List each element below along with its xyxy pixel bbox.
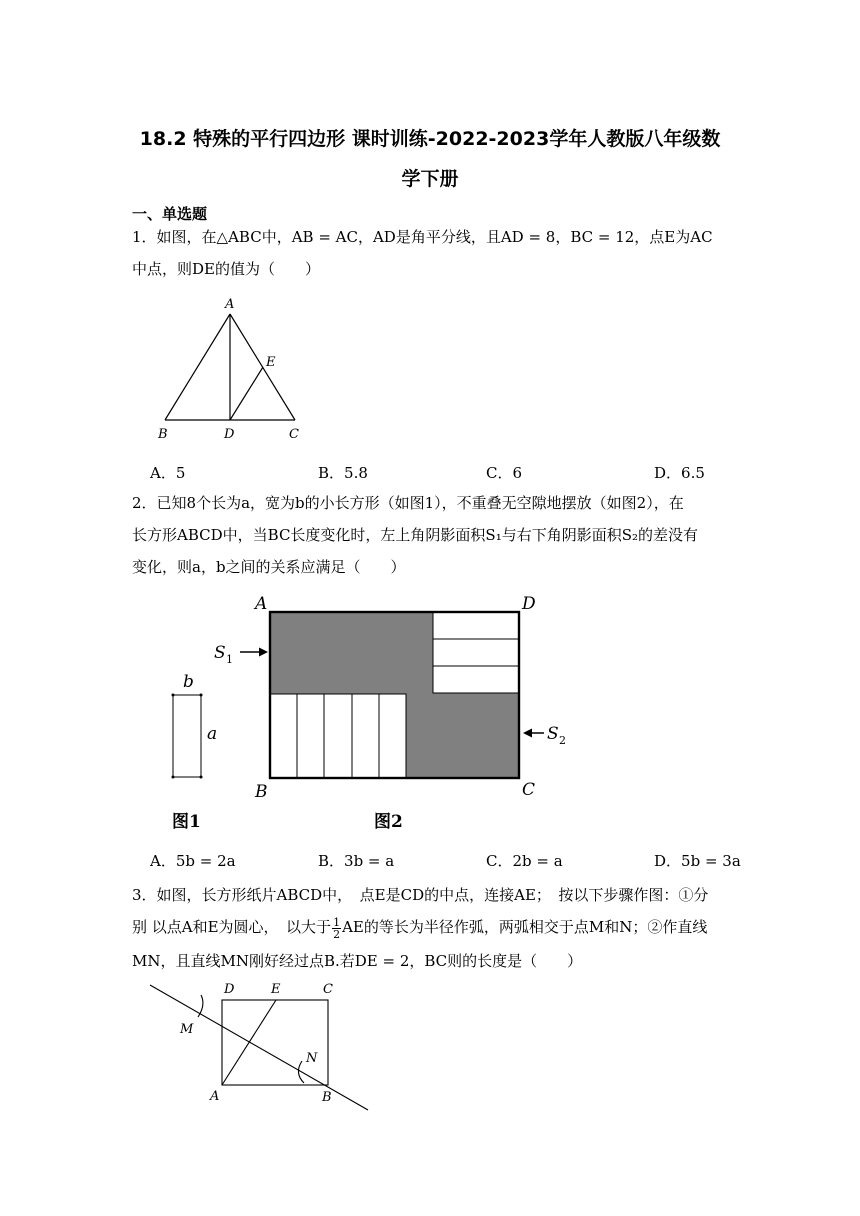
q3-label-A: A: [210, 1089, 220, 1104]
q2-option-c: C．2b = a: [486, 852, 563, 870]
q2-text-line3: 变化，则a，b之间的关系应满足（ ）: [132, 558, 406, 576]
q3-fraction: [332, 917, 341, 940]
q2-label-S1: S: [214, 643, 226, 663]
q2-rectangles-figure: [160, 585, 580, 840]
q1-label-C: C: [289, 427, 299, 442]
q2-option-b: B．3b = a: [318, 852, 395, 870]
q3-fraction-numerator: 1: [333, 915, 341, 929]
q3-label-B: B: [322, 1090, 332, 1105]
q2-label-S2-sub: 2: [559, 734, 566, 747]
page-title-line1: 18.2 特殊的平行四边形 课时训练-2022-2023学年人教版八年级数: [139, 128, 721, 150]
q3-label-E: E: [271, 982, 281, 997]
q3-text-line2-part2: AE的等长为半径作弧，两弧相交于点M和N；②作直线: [342, 918, 708, 936]
q2-option-a: A．5b = 2a: [150, 852, 236, 870]
q3-label-C: C: [323, 982, 333, 997]
q3-text-line1: 3．如图，长方形纸片ABCD中， 点E是CD的中点，连接AE； 按以下步骤作图：①分: [132, 886, 709, 904]
q1-option-a: A．5: [150, 464, 186, 482]
q2-text-line1: 2．已知8个长为a，宽为b的小长方形（如图1），不重叠无空隙地摆放（如图2），在: [132, 494, 684, 512]
q3-label-D: D: [224, 982, 235, 997]
q3-fraction-denominator: 2: [333, 927, 341, 941]
q2-option-d: D．5b = 3a: [654, 852, 741, 870]
q2-label-B: B: [255, 782, 268, 802]
q3-text-line3: MN，且直线MN刚好经过点B.若DE = 2，BC则的长度是（ ）: [132, 952, 583, 970]
q3-text-line2-part1: 别 以点A和E为圆心， 以大于: [132, 918, 332, 936]
q2-label-A: A: [255, 594, 268, 614]
q1-label-E: E: [266, 355, 276, 370]
q2-label-S1-sub: 1: [226, 653, 233, 666]
q2-text-line2: 长方形ABCD中，当BC长度变化时，左上角阴影面积S₁与右下角阴影面积S₂的差没有: [132, 526, 698, 544]
q1-label-B: B: [158, 427, 168, 442]
q3-text-line2: [132, 916, 707, 940]
q3-label-N: N: [306, 1051, 318, 1066]
q2-label-C: C: [522, 780, 536, 800]
q1-label-A: A: [225, 297, 235, 312]
q1-label-D: D: [224, 427, 235, 442]
q1-triangle-figure: [150, 292, 320, 447]
q1-option-b: B．5.8: [318, 464, 368, 482]
page-title-line2: 学下册: [401, 168, 459, 190]
q1-text-line1: 1．如图，在△ABC中，AB = AC，AD是角平分线，且AD = 8，BC = 12，点E为AC: [132, 228, 713, 246]
q2-figure1-caption: 图1: [172, 812, 201, 832]
q1-option-d: D．6.5: [654, 464, 705, 482]
q2-label-D: D: [522, 594, 536, 614]
section-heading: 一、单选题: [132, 205, 208, 223]
q2-figure2-caption: 图2: [374, 812, 403, 832]
q3-construction-figure: [140, 975, 380, 1115]
q1-option-c: C．6: [486, 464, 523, 482]
q2-label-S2: S: [547, 724, 559, 744]
q2-label-a: a: [207, 724, 218, 744]
q2-label-b: b: [183, 672, 194, 692]
q1-text-line2: 中点，则DE的值为（ ）: [132, 260, 320, 278]
q3-label-M: M: [180, 1022, 194, 1037]
